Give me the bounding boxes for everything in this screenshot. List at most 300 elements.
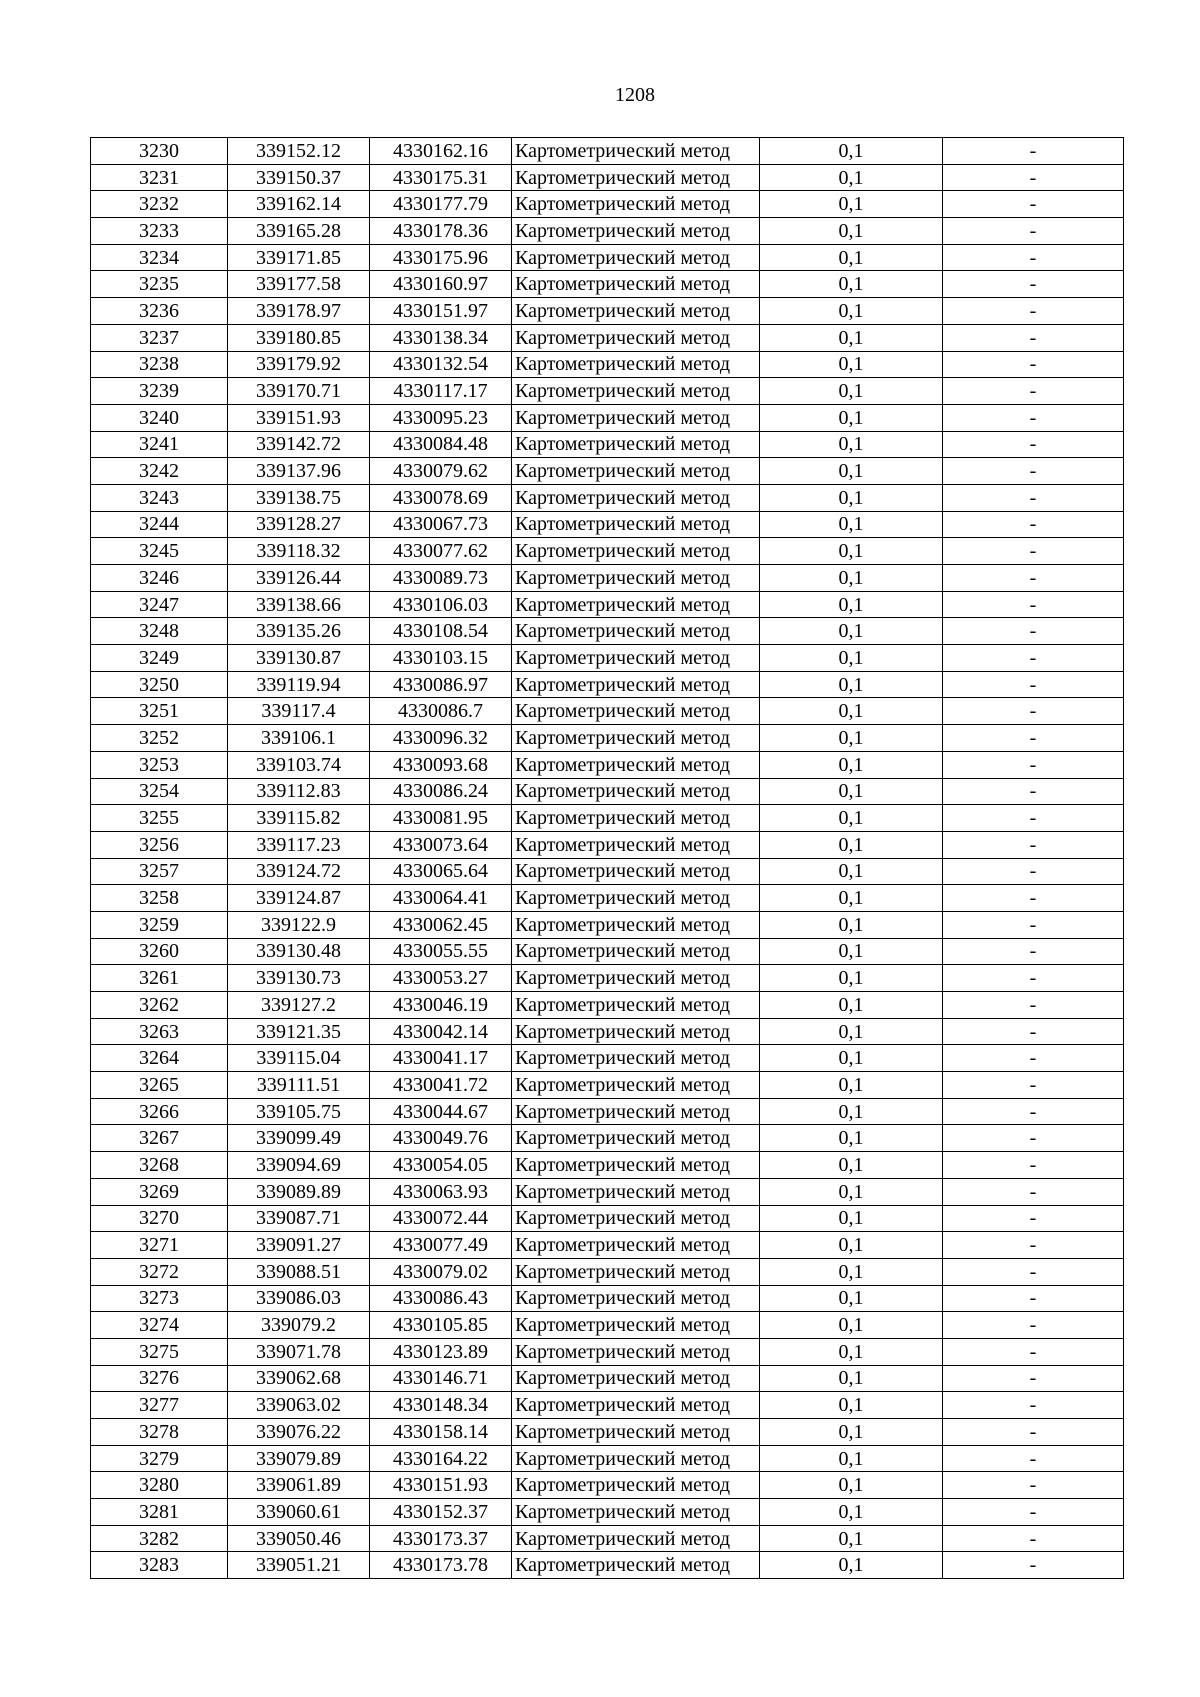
method-cell: Картометрический метод xyxy=(512,484,760,511)
accuracy-cell: 0,1 xyxy=(760,1098,943,1125)
accuracy-cell: 0,1 xyxy=(760,404,943,431)
accuracy-cell: 0,1 xyxy=(760,645,943,672)
y-coordinate-cell: 4330086.43 xyxy=(370,1285,512,1312)
table-row xyxy=(91,378,1124,405)
method-cell: Картометрический метод xyxy=(512,191,760,218)
method-cell: Картометрический метод xyxy=(512,938,760,965)
point-number-cell: 3274 xyxy=(91,1312,228,1339)
accuracy-cell: 0,1 xyxy=(760,1258,943,1285)
coordinates-table xyxy=(90,137,1124,1579)
accuracy-cell: 0,1 xyxy=(760,671,943,698)
method-cell: Картометрический метод xyxy=(512,511,760,538)
method-cell: Картометрический метод xyxy=(512,271,760,298)
coordinates-table-body xyxy=(91,138,1124,1579)
point-number-cell: 3240 xyxy=(91,404,228,431)
y-coordinate-cell: 4330158.14 xyxy=(370,1419,512,1446)
table-row xyxy=(91,565,1124,592)
note-cell: - xyxy=(943,805,1124,832)
method-cell: Картометрический метод xyxy=(512,725,760,752)
y-coordinate-cell: 4330062.45 xyxy=(370,911,512,938)
table-row xyxy=(91,1445,1124,1472)
y-coordinate-cell: 4330046.19 xyxy=(370,992,512,1019)
x-coordinate-cell: 339138.75 xyxy=(228,484,370,511)
point-number-cell: 3261 xyxy=(91,965,228,992)
accuracy-cell: 0,1 xyxy=(760,938,943,965)
note-cell: - xyxy=(943,1125,1124,1152)
point-number-cell: 3262 xyxy=(91,992,228,1019)
note-cell: - xyxy=(943,351,1124,378)
y-coordinate-cell: 4330084.48 xyxy=(370,431,512,458)
method-cell: Картометрический метод xyxy=(512,1499,760,1526)
x-coordinate-cell: 339151.93 xyxy=(228,404,370,431)
note-cell: - xyxy=(943,1392,1124,1419)
y-coordinate-cell: 4330079.02 xyxy=(370,1258,512,1285)
note-cell: - xyxy=(943,378,1124,405)
y-coordinate-cell: 4330065.64 xyxy=(370,858,512,885)
method-cell: Картометрический метод xyxy=(512,1525,760,1552)
x-coordinate-cell: 339122.9 xyxy=(228,911,370,938)
point-number-cell: 3249 xyxy=(91,645,228,672)
note-cell: - xyxy=(943,1232,1124,1259)
point-number-cell: 3264 xyxy=(91,1045,228,1072)
point-number-cell: 3280 xyxy=(91,1472,228,1499)
accuracy-cell: 0,1 xyxy=(760,591,943,618)
method-cell: Картометрический метод xyxy=(512,1552,760,1579)
point-number-cell: 3259 xyxy=(91,911,228,938)
table-row xyxy=(91,1285,1124,1312)
table-row xyxy=(91,725,1124,752)
page-number: 1208 xyxy=(615,84,655,106)
table-row xyxy=(91,911,1124,938)
table-row xyxy=(91,1552,1124,1579)
y-coordinate-cell: 4330105.85 xyxy=(370,1312,512,1339)
note-cell: - xyxy=(943,324,1124,351)
accuracy-cell: 0,1 xyxy=(760,1072,943,1099)
x-coordinate-cell: 339127.2 xyxy=(228,992,370,1019)
accuracy-cell: 0,1 xyxy=(760,1392,943,1419)
x-coordinate-cell: 339119.94 xyxy=(228,671,370,698)
table-row xyxy=(91,164,1124,191)
note-cell: - xyxy=(943,1152,1124,1179)
table-row xyxy=(91,858,1124,885)
table-row xyxy=(91,431,1124,458)
table-row xyxy=(91,1338,1124,1365)
y-coordinate-cell: 4330055.55 xyxy=(370,938,512,965)
y-coordinate-cell: 4330086.7 xyxy=(370,698,512,725)
y-coordinate-cell: 4330178.36 xyxy=(370,218,512,245)
method-cell: Картометрический метод xyxy=(512,591,760,618)
point-number-cell: 3281 xyxy=(91,1499,228,1526)
x-coordinate-cell: 339179.92 xyxy=(228,351,370,378)
accuracy-cell: 0,1 xyxy=(760,1445,943,1472)
note-cell: - xyxy=(943,1178,1124,1205)
y-coordinate-cell: 4330123.89 xyxy=(370,1338,512,1365)
method-cell: Картометрический метод xyxy=(512,298,760,325)
accuracy-cell: 0,1 xyxy=(760,1232,943,1259)
x-coordinate-cell: 339124.87 xyxy=(228,885,370,912)
accuracy-cell: 0,1 xyxy=(760,1338,943,1365)
point-number-cell: 3272 xyxy=(91,1258,228,1285)
point-number-cell: 3273 xyxy=(91,1285,228,1312)
y-coordinate-cell: 4330160.97 xyxy=(370,271,512,298)
y-coordinate-cell: 4330151.93 xyxy=(370,1472,512,1499)
x-coordinate-cell: 339135.26 xyxy=(228,618,370,645)
note-cell: - xyxy=(943,725,1124,752)
y-coordinate-cell: 4330106.03 xyxy=(370,591,512,618)
accuracy-cell: 0,1 xyxy=(760,191,943,218)
method-cell: Картометрический метод xyxy=(512,1445,760,1472)
y-coordinate-cell: 4330063.93 xyxy=(370,1178,512,1205)
x-coordinate-cell: 339177.58 xyxy=(228,271,370,298)
method-cell: Картометрический метод xyxy=(512,751,760,778)
x-coordinate-cell: 339060.61 xyxy=(228,1499,370,1526)
y-coordinate-cell: 4330041.72 xyxy=(370,1072,512,1099)
note-cell: - xyxy=(943,1445,1124,1472)
accuracy-cell: 0,1 xyxy=(760,698,943,725)
table-row xyxy=(91,1018,1124,1045)
point-number-cell: 3256 xyxy=(91,831,228,858)
method-cell: Картометрический метод xyxy=(512,778,760,805)
point-number-cell: 3253 xyxy=(91,751,228,778)
x-coordinate-cell: 339105.75 xyxy=(228,1098,370,1125)
x-coordinate-cell: 339178.97 xyxy=(228,298,370,325)
table-row xyxy=(91,1205,1124,1232)
table-row xyxy=(91,1312,1124,1339)
accuracy-cell: 0,1 xyxy=(760,138,943,165)
x-coordinate-cell: 339130.87 xyxy=(228,645,370,672)
y-coordinate-cell: 4330175.31 xyxy=(370,164,512,191)
method-cell: Картометрический метод xyxy=(512,538,760,565)
method-cell: Картометрический метод xyxy=(512,1285,760,1312)
point-number-cell: 3283 xyxy=(91,1552,228,1579)
accuracy-cell: 0,1 xyxy=(760,1365,943,1392)
x-coordinate-cell: 339128.27 xyxy=(228,511,370,538)
accuracy-cell: 0,1 xyxy=(760,618,943,645)
point-number-cell: 3247 xyxy=(91,591,228,618)
accuracy-cell: 0,1 xyxy=(760,565,943,592)
point-number-cell: 3265 xyxy=(91,1072,228,1099)
table-row xyxy=(91,138,1124,165)
accuracy-cell: 0,1 xyxy=(760,858,943,885)
accuracy-cell: 0,1 xyxy=(760,1045,943,1072)
method-cell: Картометрический метод xyxy=(512,1232,760,1259)
accuracy-cell: 0,1 xyxy=(760,1419,943,1446)
y-coordinate-cell: 4330132.54 xyxy=(370,351,512,378)
accuracy-cell: 0,1 xyxy=(760,831,943,858)
note-cell: - xyxy=(943,511,1124,538)
point-number-cell: 3242 xyxy=(91,458,228,485)
accuracy-cell: 0,1 xyxy=(760,965,943,992)
accuracy-cell: 0,1 xyxy=(760,218,943,245)
point-number-cell: 3270 xyxy=(91,1205,228,1232)
method-cell: Картометрический метод xyxy=(512,1338,760,1365)
method-cell: Картометрический метод xyxy=(512,618,760,645)
note-cell: - xyxy=(943,911,1124,938)
accuracy-cell: 0,1 xyxy=(760,484,943,511)
y-coordinate-cell: 4330177.79 xyxy=(370,191,512,218)
note-cell: - xyxy=(943,1205,1124,1232)
note-cell: - xyxy=(943,298,1124,325)
table-row xyxy=(91,645,1124,672)
method-cell: Картометрический метод xyxy=(512,1178,760,1205)
note-cell: - xyxy=(943,992,1124,1019)
table-row xyxy=(91,965,1124,992)
method-cell: Картометрический метод xyxy=(512,992,760,1019)
accuracy-cell: 0,1 xyxy=(760,885,943,912)
accuracy-cell: 0,1 xyxy=(760,911,943,938)
table-row xyxy=(91,1472,1124,1499)
y-coordinate-cell: 4330081.95 xyxy=(370,805,512,832)
y-coordinate-cell: 4330049.76 xyxy=(370,1125,512,1152)
point-number-cell: 3263 xyxy=(91,1018,228,1045)
method-cell: Картометрический метод xyxy=(512,965,760,992)
accuracy-cell: 0,1 xyxy=(760,244,943,271)
note-cell: - xyxy=(943,1365,1124,1392)
note-cell: - xyxy=(943,1338,1124,1365)
accuracy-cell: 0,1 xyxy=(760,538,943,565)
method-cell: Картометрический метод xyxy=(512,164,760,191)
table-row xyxy=(91,1365,1124,1392)
point-number-cell: 3276 xyxy=(91,1365,228,1392)
point-number-cell: 3269 xyxy=(91,1178,228,1205)
x-coordinate-cell: 339118.32 xyxy=(228,538,370,565)
point-number-cell: 3248 xyxy=(91,618,228,645)
accuracy-cell: 0,1 xyxy=(760,298,943,325)
note-cell: - xyxy=(943,1525,1124,1552)
x-coordinate-cell: 339088.51 xyxy=(228,1258,370,1285)
accuracy-cell: 0,1 xyxy=(760,1499,943,1526)
x-coordinate-cell: 339051.21 xyxy=(228,1552,370,1579)
y-coordinate-cell: 4330078.69 xyxy=(370,484,512,511)
y-coordinate-cell: 4330089.73 xyxy=(370,565,512,592)
point-number-cell: 3258 xyxy=(91,885,228,912)
y-coordinate-cell: 4330064.41 xyxy=(370,885,512,912)
x-coordinate-cell: 339086.03 xyxy=(228,1285,370,1312)
x-coordinate-cell: 339079.89 xyxy=(228,1445,370,1472)
accuracy-cell: 0,1 xyxy=(760,1285,943,1312)
note-cell: - xyxy=(943,698,1124,725)
table-row xyxy=(91,324,1124,351)
table-row xyxy=(91,458,1124,485)
method-cell: Картометрический метод xyxy=(512,218,760,245)
point-number-cell: 3233 xyxy=(91,218,228,245)
method-cell: Картометрический метод xyxy=(512,378,760,405)
point-number-cell: 3275 xyxy=(91,1338,228,1365)
method-cell: Картометрический метод xyxy=(512,1018,760,1045)
method-cell: Картометрический метод xyxy=(512,1392,760,1419)
method-cell: Картометрический метод xyxy=(512,1258,760,1285)
y-coordinate-cell: 4330073.64 xyxy=(370,831,512,858)
x-coordinate-cell: 339062.68 xyxy=(228,1365,370,1392)
method-cell: Картометрический метод xyxy=(512,805,760,832)
method-cell: Картометрический метод xyxy=(512,1419,760,1446)
point-number-cell: 3251 xyxy=(91,698,228,725)
method-cell: Картометрический метод xyxy=(512,244,760,271)
table-row xyxy=(91,992,1124,1019)
point-number-cell: 3277 xyxy=(91,1392,228,1419)
note-cell: - xyxy=(943,138,1124,165)
y-coordinate-cell: 4330162.16 xyxy=(370,138,512,165)
y-coordinate-cell: 4330151.97 xyxy=(370,298,512,325)
accuracy-cell: 0,1 xyxy=(760,1125,943,1152)
note-cell: - xyxy=(943,538,1124,565)
y-coordinate-cell: 4330041.17 xyxy=(370,1045,512,1072)
point-number-cell: 3238 xyxy=(91,351,228,378)
note-cell: - xyxy=(943,1258,1124,1285)
x-coordinate-cell: 339130.73 xyxy=(228,965,370,992)
y-coordinate-cell: 4330173.78 xyxy=(370,1552,512,1579)
point-number-cell: 3231 xyxy=(91,164,228,191)
table-row xyxy=(91,218,1124,245)
table-row xyxy=(91,1232,1124,1259)
table-row xyxy=(91,1419,1124,1446)
accuracy-cell: 0,1 xyxy=(760,324,943,351)
point-number-cell: 3232 xyxy=(91,191,228,218)
table-row xyxy=(91,1258,1124,1285)
table-row xyxy=(91,1072,1124,1099)
y-coordinate-cell: 4330086.24 xyxy=(370,778,512,805)
accuracy-cell: 0,1 xyxy=(760,1152,943,1179)
table-row xyxy=(91,1152,1124,1179)
method-cell: Картометрический метод xyxy=(512,645,760,672)
x-coordinate-cell: 339152.12 xyxy=(228,138,370,165)
accuracy-cell: 0,1 xyxy=(760,431,943,458)
accuracy-cell: 0,1 xyxy=(760,351,943,378)
note-cell: - xyxy=(943,244,1124,271)
table-row xyxy=(91,591,1124,618)
accuracy-cell: 0,1 xyxy=(760,271,943,298)
x-coordinate-cell: 339130.48 xyxy=(228,938,370,965)
note-cell: - xyxy=(943,404,1124,431)
accuracy-cell: 0,1 xyxy=(760,805,943,832)
y-coordinate-cell: 4330117.17 xyxy=(370,378,512,405)
table-row xyxy=(91,1499,1124,1526)
x-coordinate-cell: 339050.46 xyxy=(228,1525,370,1552)
note-cell: - xyxy=(943,671,1124,698)
y-coordinate-cell: 4330108.54 xyxy=(370,618,512,645)
method-cell: Картометрический метод xyxy=(512,324,760,351)
accuracy-cell: 0,1 xyxy=(760,1205,943,1232)
x-coordinate-cell: 339171.85 xyxy=(228,244,370,271)
point-number-cell: 3278 xyxy=(91,1419,228,1446)
note-cell: - xyxy=(943,751,1124,778)
method-cell: Картометрический метод xyxy=(512,911,760,938)
x-coordinate-cell: 339111.51 xyxy=(228,1072,370,1099)
point-number-cell: 3246 xyxy=(91,565,228,592)
note-cell: - xyxy=(943,965,1124,992)
y-coordinate-cell: 4330096.32 xyxy=(370,725,512,752)
x-coordinate-cell: 339103.74 xyxy=(228,751,370,778)
method-cell: Картометрический метод xyxy=(512,1205,760,1232)
y-coordinate-cell: 4330067.73 xyxy=(370,511,512,538)
note-cell: - xyxy=(943,1098,1124,1125)
point-number-cell: 3267 xyxy=(91,1125,228,1152)
y-coordinate-cell: 4330095.23 xyxy=(370,404,512,431)
y-coordinate-cell: 4330103.15 xyxy=(370,645,512,672)
note-cell: - xyxy=(943,191,1124,218)
note-cell: - xyxy=(943,938,1124,965)
y-coordinate-cell: 4330053.27 xyxy=(370,965,512,992)
table-row xyxy=(91,511,1124,538)
table-row xyxy=(91,244,1124,271)
point-number-cell: 3260 xyxy=(91,938,228,965)
method-cell: Картометрический метод xyxy=(512,885,760,912)
method-cell: Картометрический метод xyxy=(512,1045,760,1072)
point-number-cell: 3244 xyxy=(91,511,228,538)
method-cell: Картометрический метод xyxy=(512,858,760,885)
y-coordinate-cell: 4330093.68 xyxy=(370,751,512,778)
point-number-cell: 3250 xyxy=(91,671,228,698)
method-cell: Картометрический метод xyxy=(512,1152,760,1179)
x-coordinate-cell: 339117.4 xyxy=(228,698,370,725)
x-coordinate-cell: 339137.96 xyxy=(228,458,370,485)
table-row xyxy=(91,751,1124,778)
table-row xyxy=(91,698,1124,725)
point-number-cell: 3230 xyxy=(91,138,228,165)
note-cell: - xyxy=(943,1072,1124,1099)
method-cell: Картометрический метод xyxy=(512,458,760,485)
table-row xyxy=(91,938,1124,965)
accuracy-cell: 0,1 xyxy=(760,511,943,538)
x-coordinate-cell: 339124.72 xyxy=(228,858,370,885)
point-number-cell: 3257 xyxy=(91,858,228,885)
point-number-cell: 3237 xyxy=(91,324,228,351)
method-cell: Картометрический метод xyxy=(512,565,760,592)
note-cell: - xyxy=(943,458,1124,485)
x-coordinate-cell: 339091.27 xyxy=(228,1232,370,1259)
table-row xyxy=(91,1098,1124,1125)
y-coordinate-cell: 4330148.34 xyxy=(370,1392,512,1419)
accuracy-cell: 0,1 xyxy=(760,1525,943,1552)
note-cell: - xyxy=(943,1472,1124,1499)
x-coordinate-cell: 339079.2 xyxy=(228,1312,370,1339)
note-cell: - xyxy=(943,565,1124,592)
point-number-cell: 3252 xyxy=(91,725,228,752)
x-coordinate-cell: 339117.23 xyxy=(228,831,370,858)
method-cell: Картометрический метод xyxy=(512,1125,760,1152)
table-row xyxy=(91,618,1124,645)
x-coordinate-cell: 339115.04 xyxy=(228,1045,370,1072)
y-coordinate-cell: 4330175.96 xyxy=(370,244,512,271)
note-cell: - xyxy=(943,484,1124,511)
table-row xyxy=(91,1125,1124,1152)
x-coordinate-cell: 339170.71 xyxy=(228,378,370,405)
table-row xyxy=(91,671,1124,698)
method-cell: Картометрический метод xyxy=(512,1098,760,1125)
accuracy-cell: 0,1 xyxy=(760,164,943,191)
note-cell: - xyxy=(943,1499,1124,1526)
point-number-cell: 3236 xyxy=(91,298,228,325)
accuracy-cell: 0,1 xyxy=(760,992,943,1019)
note-cell: - xyxy=(943,218,1124,245)
table-row xyxy=(91,298,1124,325)
y-coordinate-cell: 4330077.62 xyxy=(370,538,512,565)
x-coordinate-cell: 339121.35 xyxy=(228,1018,370,1045)
method-cell: Картометрический метод xyxy=(512,1072,760,1099)
table-row xyxy=(91,1045,1124,1072)
method-cell: Картометрический метод xyxy=(512,431,760,458)
point-number-cell: 3234 xyxy=(91,244,228,271)
note-cell: - xyxy=(943,1419,1124,1446)
method-cell: Картометрический метод xyxy=(512,698,760,725)
point-number-cell: 3279 xyxy=(91,1445,228,1472)
note-cell: - xyxy=(943,618,1124,645)
point-number-cell: 3266 xyxy=(91,1098,228,1125)
accuracy-cell: 0,1 xyxy=(760,458,943,485)
x-coordinate-cell: 339162.14 xyxy=(228,191,370,218)
accuracy-cell: 0,1 xyxy=(760,1018,943,1045)
point-number-cell: 3282 xyxy=(91,1525,228,1552)
